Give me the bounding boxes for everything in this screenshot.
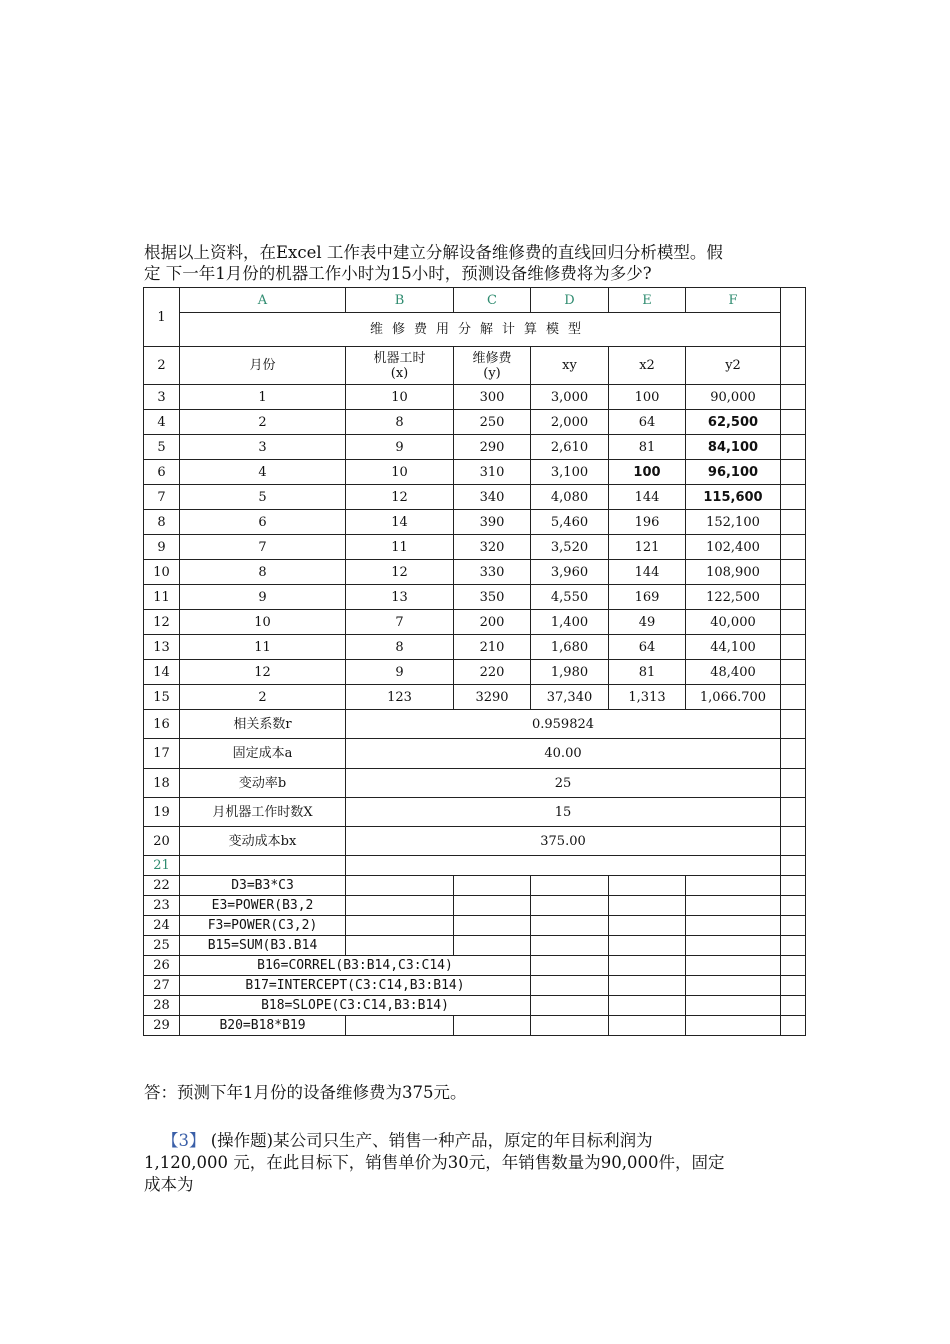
data-cell: 3,960: [531, 560, 609, 585]
sheet-row: [144, 827, 806, 856]
sheet-row: [144, 347, 806, 385]
spacer-cell: [781, 385, 806, 410]
stat-value: 375.00: [346, 827, 781, 856]
intro-line-1: 根据以上资料，在Excel 工作表中建立分解设备维修费的直线回归分析模型。假: [144, 243, 723, 262]
column-letter: B: [346, 288, 454, 313]
data-cell: 49: [609, 610, 686, 635]
header-cost-line1: 维修费: [472, 350, 512, 366]
sheet-row: [144, 288, 806, 313]
formula-cell: F3=POWER(C3,2): [180, 916, 346, 936]
data-cell: 5,460: [531, 510, 609, 535]
formula-cell: D3=B3*C3: [180, 876, 346, 896]
row-number: 20: [144, 827, 180, 856]
sheet-row: [144, 560, 806, 585]
sheet-row: [144, 976, 806, 996]
sheet-row: [144, 798, 806, 827]
data-cell: 169: [609, 585, 686, 610]
empty-cell: [346, 896, 454, 916]
regression-spreadsheet: [143, 287, 806, 1036]
data-cell: 290: [454, 435, 531, 460]
data-cell: 12: [180, 660, 346, 685]
empty-cell: [686, 976, 781, 996]
spacer-cell: [781, 560, 806, 585]
empty-cell: [531, 1016, 609, 1036]
header-hours-line1: 机器工时: [373, 350, 426, 366]
stat-value: 40.00: [346, 739, 781, 769]
stat-label: 月机器工作时数X: [180, 798, 346, 827]
spacer-cell: [781, 460, 806, 485]
data-cell: 1,313: [609, 685, 686, 710]
header-hours-line2: (x): [390, 365, 409, 381]
formula-cell: B20=B18*B19: [180, 1016, 346, 1036]
data-cell: 3290: [454, 685, 531, 710]
empty-cell: [686, 956, 781, 976]
row-number: 7: [144, 485, 180, 510]
row-number: 15: [144, 685, 180, 710]
empty-cell: [686, 916, 781, 936]
sheet-row: [144, 936, 806, 956]
row-number: 24: [144, 916, 180, 936]
empty-cell: [531, 896, 609, 916]
data-cell: 6: [180, 510, 346, 535]
data-cell: 115,600: [686, 485, 781, 510]
stat-label: 变动成本bx: [180, 827, 346, 856]
data-cell: 4,080: [531, 485, 609, 510]
empty-cell: [609, 1016, 686, 1036]
data-cell: 10: [180, 610, 346, 635]
sheet-row: [144, 876, 806, 896]
sheet-row: [144, 956, 806, 976]
data-cell: 2: [180, 410, 346, 435]
question-number: 3: [178, 1131, 189, 1150]
data-cell: 14: [346, 510, 454, 535]
row-number: 29: [144, 1016, 180, 1036]
empty-cell: [454, 936, 531, 956]
header-hours: [346, 347, 454, 385]
row-number: 14: [144, 660, 180, 685]
data-cell: 310: [454, 460, 531, 485]
data-cell: 200: [454, 610, 531, 635]
empty-cell: [531, 936, 609, 956]
column-letter: C: [454, 288, 531, 313]
empty-cell: [609, 896, 686, 916]
spacer-cell: [781, 347, 806, 385]
question-bracket-open: 【: [162, 1131, 179, 1150]
spacer-cell: [781, 936, 806, 956]
data-cell: 2,000: [531, 410, 609, 435]
sheet-row: [144, 313, 806, 347]
header-x2: x2: [609, 347, 686, 385]
empty-cell: [609, 936, 686, 956]
data-cell: 11: [180, 635, 346, 660]
row-number: 5: [144, 435, 180, 460]
data-cell: 300: [454, 385, 531, 410]
spacer-cell: [781, 288, 806, 347]
spacer-cell: [781, 769, 806, 798]
sheet-row: [144, 585, 806, 610]
sheet-row: [144, 635, 806, 660]
spacer-cell: [781, 685, 806, 710]
spacer-cell: [781, 856, 806, 876]
data-cell: 3,000: [531, 385, 609, 410]
row-number: 8: [144, 510, 180, 535]
sheet-row: [144, 916, 806, 936]
spacer-cell: [781, 1016, 806, 1036]
formula-cell: B18=SLOPE(C3:C14,B3:B14): [180, 996, 531, 1016]
question-line-2: 1,120,000 元，在此目标下，销售单价为30元，年销售数量为90,000件，固定: [144, 1153, 725, 1172]
empty-cell: [531, 976, 609, 996]
empty-cell: [609, 916, 686, 936]
data-cell: 8: [180, 560, 346, 585]
data-cell: 90,000: [686, 385, 781, 410]
column-letter: A: [180, 288, 346, 313]
spacer-cell: [781, 510, 806, 535]
empty-cell: [686, 936, 781, 956]
data-cell: 13: [346, 585, 454, 610]
empty-cell: [180, 856, 346, 876]
row-number: 1: [144, 288, 180, 347]
data-cell: 1,400: [531, 610, 609, 635]
data-cell: 210: [454, 635, 531, 660]
data-cell: 96,100: [686, 460, 781, 485]
spacer-cell: [781, 976, 806, 996]
empty-cell: [531, 916, 609, 936]
spacer-cell: [781, 916, 806, 936]
data-cell: 320: [454, 535, 531, 560]
row-number: 17: [144, 739, 180, 769]
header-y2: y2: [686, 347, 781, 385]
data-cell: 12: [346, 560, 454, 585]
empty-cell: [609, 956, 686, 976]
data-cell: 1,066.700: [686, 685, 781, 710]
row-number: 23: [144, 896, 180, 916]
stat-value: 25: [346, 769, 781, 798]
data-cell: 37,340: [531, 685, 609, 710]
sheet-row: [144, 485, 806, 510]
data-cell: 8: [346, 410, 454, 435]
stat-label: 固定成本a: [180, 739, 346, 769]
header-cost: [454, 347, 531, 385]
data-cell: 196: [609, 510, 686, 535]
row-number: 9: [144, 535, 180, 560]
spacer-cell: [781, 956, 806, 976]
data-cell: 44,100: [686, 635, 781, 660]
question-line-1: [162, 1130, 822, 1151]
formula-cell: B15=SUM(B3.B14: [180, 936, 346, 956]
data-cell: 3: [180, 435, 346, 460]
empty-cell: [686, 1016, 781, 1036]
row-number: 26: [144, 956, 180, 976]
data-cell: 123: [346, 685, 454, 710]
sheet-row: [144, 610, 806, 635]
stat-value: 15: [346, 798, 781, 827]
formula-cell: E3=POWER(B3,2: [180, 896, 346, 916]
data-cell: 350: [454, 585, 531, 610]
row-number: 12: [144, 610, 180, 635]
data-cell: 7: [180, 535, 346, 560]
data-cell: 121: [609, 535, 686, 560]
empty-cell: [346, 876, 454, 896]
data-cell: 64: [609, 410, 686, 435]
question-bracket-close: 】: [189, 1131, 206, 1150]
row-number: 13: [144, 635, 180, 660]
row-number: 18: [144, 769, 180, 798]
row-number: 22: [144, 876, 180, 896]
spacer-cell: [781, 798, 806, 827]
data-cell: 3,520: [531, 535, 609, 560]
empty-cell: [346, 936, 454, 956]
row-number: 19: [144, 798, 180, 827]
empty-cell: [454, 876, 531, 896]
data-cell: 9: [346, 435, 454, 460]
row-number: 2: [144, 347, 180, 385]
stat-label: 变动率b: [180, 769, 346, 798]
spacer-cell: [781, 896, 806, 916]
sheet-row: [144, 996, 806, 1016]
data-cell: 144: [609, 560, 686, 585]
intro-line-2: 定 下一年1月份的机器工作小时为15小时，预测设备维修费将为多少?: [144, 264, 652, 283]
sheet-row: [144, 685, 806, 710]
sheet-title: 维修费用分解计算模型: [180, 313, 781, 347]
empty-cell: [609, 996, 686, 1016]
data-cell: 2: [180, 685, 346, 710]
spacer-cell: [781, 435, 806, 460]
spacer-cell: [781, 876, 806, 896]
sheet-row: [144, 660, 806, 685]
sheet-row: [144, 460, 806, 485]
column-letter: E: [609, 288, 686, 313]
spacer-cell: [781, 585, 806, 610]
data-cell: 122,500: [686, 585, 781, 610]
data-cell: 2,610: [531, 435, 609, 460]
data-cell: 48,400: [686, 660, 781, 685]
data-cell: 250: [454, 410, 531, 435]
empty-cell: [686, 996, 781, 1016]
spacer-cell: [781, 635, 806, 660]
data-cell: 108,900: [686, 560, 781, 585]
row-number: 16: [144, 710, 180, 739]
question-line-3: 成本为: [144, 1175, 194, 1194]
column-letter: F: [686, 288, 781, 313]
answer-text: 答：预测下年1月份的设备维修费为375元。: [144, 1083, 467, 1102]
sheet-row: [144, 435, 806, 460]
header-month: 月份: [180, 347, 346, 385]
spacer-cell: [781, 610, 806, 635]
data-cell: 220: [454, 660, 531, 685]
row-number: 25: [144, 936, 180, 956]
empty-cell: [346, 1016, 454, 1036]
data-cell: 81: [609, 435, 686, 460]
data-cell: 81: [609, 660, 686, 685]
spacer-cell: [781, 710, 806, 739]
sheet-row: [144, 385, 806, 410]
data-cell: 10: [346, 385, 454, 410]
row-number: 28: [144, 996, 180, 1016]
data-cell: 8: [346, 635, 454, 660]
data-cell: 64: [609, 635, 686, 660]
empty-cell: [686, 876, 781, 896]
empty-cell: [346, 856, 781, 876]
empty-cell: [531, 956, 609, 976]
data-cell: 340: [454, 485, 531, 510]
data-cell: 3,100: [531, 460, 609, 485]
sheet-row: [144, 710, 806, 739]
row-number: 10: [144, 560, 180, 585]
data-cell: 1: [180, 385, 346, 410]
empty-cell: [531, 996, 609, 1016]
sheet-row: [144, 510, 806, 535]
data-cell: 100: [609, 385, 686, 410]
empty-cell: [346, 916, 454, 936]
data-cell: 5: [180, 485, 346, 510]
empty-cell: [454, 1016, 531, 1036]
row-number: 21: [144, 856, 180, 876]
data-cell: 9: [346, 660, 454, 685]
empty-cell: [531, 876, 609, 896]
data-cell: 84,100: [686, 435, 781, 460]
data-cell: 102,400: [686, 535, 781, 560]
formula-cell: B17=INTERCEPT(C3:C14,B3:B14): [180, 976, 531, 996]
spacer-cell: [781, 996, 806, 1016]
formula-cell: B16=CORREL(B3:B14,C3:C14): [180, 956, 531, 976]
row-number: 4: [144, 410, 180, 435]
sheet-row: [144, 410, 806, 435]
header-xy: xy: [531, 347, 609, 385]
sheet-row: [144, 896, 806, 916]
data-cell: 62,500: [686, 410, 781, 435]
data-cell: 330: [454, 560, 531, 585]
spacer-cell: [781, 739, 806, 769]
spacer-cell: [781, 535, 806, 560]
data-cell: 390: [454, 510, 531, 535]
row-number: 27: [144, 976, 180, 996]
spacer-cell: [781, 410, 806, 435]
data-cell: 7: [346, 610, 454, 635]
spacer-cell: [781, 827, 806, 856]
data-cell: 10: [346, 460, 454, 485]
stat-label: 相关系数r: [180, 710, 346, 739]
sheet-row: [144, 739, 806, 769]
data-cell: 9: [180, 585, 346, 610]
sheet-row: [144, 1016, 806, 1036]
column-letter: D: [531, 288, 609, 313]
empty-cell: [609, 876, 686, 896]
question-text: (操作题)某公司只生产、销售一种产品，原定的年目标利润为: [205, 1131, 653, 1150]
data-cell: 1,980: [531, 660, 609, 685]
row-number: 11: [144, 585, 180, 610]
sheet-row: [144, 769, 806, 798]
sheet-row: [144, 856, 806, 876]
header-cost-line2: (y): [483, 365, 501, 381]
empty-cell: [454, 916, 531, 936]
data-cell: 1,680: [531, 635, 609, 660]
data-cell: 40,000: [686, 610, 781, 635]
data-cell: 100: [609, 460, 686, 485]
spacer-cell: [781, 485, 806, 510]
row-number: 3: [144, 385, 180, 410]
data-cell: 4,550: [531, 585, 609, 610]
empty-cell: [686, 896, 781, 916]
data-cell: 12: [346, 485, 454, 510]
data-cell: 4: [180, 460, 346, 485]
data-cell: 11: [346, 535, 454, 560]
row-number: 6: [144, 460, 180, 485]
empty-cell: [609, 976, 686, 996]
sheet-row: [144, 535, 806, 560]
empty-cell: [454, 896, 531, 916]
spacer-cell: [781, 660, 806, 685]
stat-value: 0.959824: [346, 710, 781, 739]
data-cell: 152,100: [686, 510, 781, 535]
data-cell: 144: [609, 485, 686, 510]
